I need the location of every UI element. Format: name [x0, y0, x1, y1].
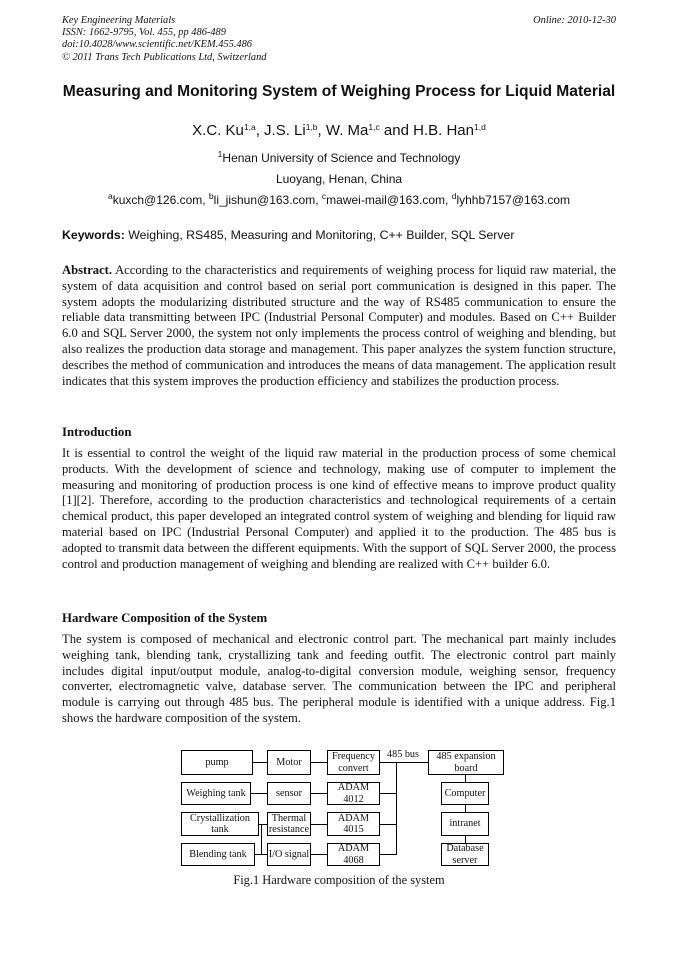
box-computer: Computer — [441, 782, 489, 805]
box-485-expansion-board: 485 expansion board — [428, 750, 504, 775]
affiliation-city: Luoyang, Henan, China — [275, 172, 403, 186]
connector-blending-io — [255, 854, 267, 855]
email-2-sup: b — [208, 191, 214, 201]
box-adam-4015: ADAM 4015 — [327, 812, 380, 836]
box-blending-tank: Blending tank — [181, 843, 255, 866]
box-weighing-tank: Weighing tank — [181, 782, 251, 805]
hardware-heading: Hardware Composition of the System — [62, 611, 268, 625]
author-and: and — [379, 122, 414, 139]
paper-title: Measuring and Monitoring System of Weighing Process for Liquid Material — [62, 83, 616, 100]
box-adam-4012: ADAM 4012 — [327, 782, 380, 805]
bus-label: 485 bus — [387, 749, 419, 760]
connector-computer-intranet — [465, 805, 466, 812]
connector-cryst-vertical — [261, 824, 262, 854]
author-4: H.B. Han — [413, 122, 474, 139]
author-separator: , — [255, 122, 265, 139]
box-database-server: Database server — [441, 843, 489, 866]
email-1[interactable]: kuxch@126.com — [112, 193, 203, 207]
box-pump: pump — [181, 750, 253, 775]
figure-caption: Fig.1 Hardware composition of the system — [233, 873, 445, 887]
connector-thermal-adam4015 — [311, 824, 327, 825]
box-crystallization-tank: Crystallization tank — [181, 812, 259, 836]
box-thermal-resistance: Thermal resistance — [268, 812, 310, 835]
connector-bus-expansion — [396, 762, 428, 763]
connector-pump-motor — [253, 762, 267, 763]
connector-motor-freq — [311, 762, 327, 763]
keywords-label: Keywords: — [62, 228, 125, 242]
box-io-signal: I/O signal — [267, 843, 311, 866]
connector-intranet-database — [465, 836, 466, 843]
online-date: Online: 2010-12-30 — [533, 15, 616, 26]
email-list: $^a$kuxch@126.com, $^b$li_jishun@163.com, $^c$mawei-mail@163.com, $^d$lyhhb7157@163.com — [107, 191, 571, 207]
keywords — [62, 227, 616, 243]
email-4[interactable]: lyhhb7157@163.com — [456, 193, 571, 207]
connector-weighing-sensor — [251, 793, 267, 794]
email-3-sup: c — [321, 191, 327, 201]
hardware-text: The system is composed of mechanical and electronic control part. The mechanical part mainly includes weighing tank, blending tank, crystallizing tank and feeding outfit. The electronic control part mainly includes digital input/output module, analog-to-digital conversion module, weighing sensor, frequency converter, electromagnetic valve, database server. The communication between the IPC and peripheral module is carrying out through 485 bus. The peripheral module is identified with a unique address. Fig.1 shows the hardware composition of the system. — [62, 632, 616, 725]
connector-expansion-computer — [465, 775, 466, 782]
author-3: W. Ma — [325, 122, 369, 139]
email-2[interactable]: li_jishun@163.com — [213, 193, 316, 207]
box-motor: Motor — [267, 750, 311, 775]
author-2-sup: 1,b — [305, 122, 318, 132]
box-intranet: intranet — [441, 812, 489, 836]
affiliation-name: Henan University of Science and Technology — [222, 151, 461, 165]
author-separator: , — [317, 122, 326, 139]
email-1-sup: a — [107, 191, 113, 201]
connector-adam4015-bus — [380, 824, 396, 825]
abstract — [62, 263, 616, 389]
affiliation — [62, 148, 616, 190]
introduction-text: It is essential to control the weight of the liquid raw material in the production process of some chemical products. With the development of science and technology, making use of computer to implement the measuring and monitoring of production process is one kind of effective means to improve product quality [1][2]. Therefore, according to the production characteristics and technological requirements of a certain chemical product, this paper developed an integrated control system of weighing and blending for liquid raw material based on IPC (Industrial Personal Computer) and applied it to the production. The 485 bus is adopted to transmit data between the different equipments. With the support of SQL Server 2000, the process control and production management of weighing and blending are realized with C++ builder 6.0. — [62, 446, 616, 571]
connector-adam4068-bus — [380, 854, 396, 855]
affiliation-sup: 1 — [217, 149, 223, 159]
author-3-sup: 1,c — [368, 122, 380, 132]
author-4-sup: 1,d — [473, 122, 486, 132]
abstract-text: According to the characteristics and requirements of weighing process for liquid raw material, the system of data acquisition and control based on serial port communication is designed in this paper. The system adopts the modularizing distributed structure and the way of RS485 communication to ensure the reliable data transmitting between IPC (Industrial Personal Computer) and modules. Based on C++ Builder 6.0 and SQL Server 2000, the system not only implements the process control of weighing and blending, but also realizes the production data storage and management. This paper analyzes the system function structure, describes the method of communication and introduces the means of data management. The application result indicates that this system improves the production efficiency and stabilizes the production process. — [62, 263, 616, 388]
box-sensor: sensor — [267, 782, 311, 805]
journal-name: Key Engineering Materials — [62, 15, 176, 26]
author-list — [62, 121, 616, 141]
connector-sensor-adam4012 — [311, 793, 327, 794]
running-header — [62, 15, 616, 64]
bus-vertical — [396, 762, 397, 855]
connector-freq-bus — [380, 762, 396, 763]
connector-io-adam4068 — [311, 854, 327, 855]
box-frequency-convert: Frequency convert — [327, 750, 380, 775]
email-4-sup: d — [451, 191, 457, 201]
author-1-sup: 1,a — [243, 122, 256, 132]
issn-line: ISSN: 1662-9795, Vol. 455, pp 486-489 — [62, 27, 226, 39]
box-adam-4068: ADAM 4068 — [327, 843, 380, 866]
author-1: X.C. Ku — [192, 122, 244, 139]
author-2: J.S. Li — [264, 122, 306, 139]
introduction-heading: Introduction — [62, 425, 132, 439]
copyright-line: © 2011 Trans Tech Publications Ltd, Switzerland — [62, 51, 267, 63]
doi-line: doi:10.4028/www.scientific.net/KEM.455.486 — [62, 39, 252, 51]
abstract-label: Abstract. — [62, 263, 113, 277]
keywords-text: Weighing, RS485, Measuring and Monitoring, C++ Builder, SQL Server — [124, 228, 515, 242]
connector-adam4012-bus — [380, 793, 396, 794]
hardware-diagram — [181, 748, 507, 870]
email-3[interactable]: mawei-mail@163.com — [326, 193, 446, 207]
